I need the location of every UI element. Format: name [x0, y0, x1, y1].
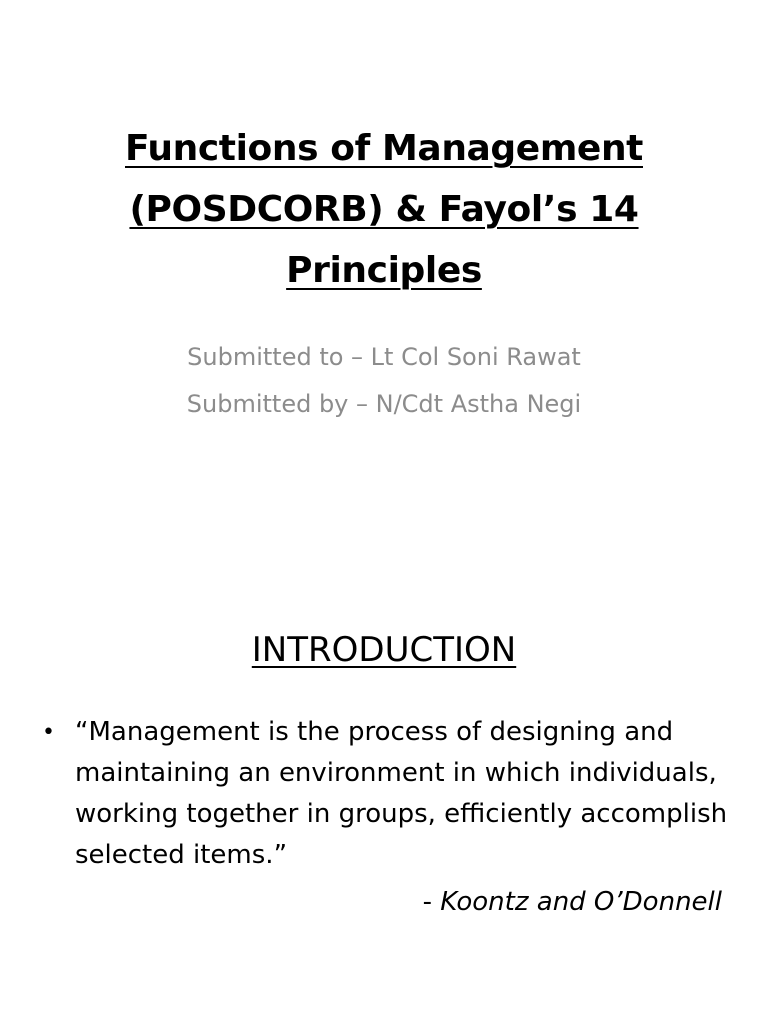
- management-quote: “Management is the process of designing and maintaining an environment in which individuals, working together in groups, efficiently accomplish selected items.”: [75, 717, 728, 870]
- quote-attribution: [423, 882, 722, 923]
- attribution-prefix: -: [422, 887, 441, 917]
- submitted-to: Submitted to – Lt Col Soni Rawat: [187, 343, 581, 371]
- bullet-icon: •: [42, 720, 55, 745]
- title-line-3: Principles: [286, 250, 482, 291]
- slide-title: [40, 118, 728, 301]
- slide-subtitle: [40, 334, 728, 428]
- title-line-1: Functions of Management: [125, 128, 643, 169]
- introduction-slide: [0, 580, 768, 1024]
- title-line-2: (POSDCORB) & Fayol’s 14: [129, 189, 639, 230]
- introduction-heading: [40, 626, 728, 674]
- submitted-by: Submitted by – N/Cdt Astha Negi: [186, 390, 582, 418]
- bullet-list: [40, 712, 730, 876]
- attribution-author: Koontz and O’Donnell: [440, 887, 722, 917]
- list-item: [40, 712, 730, 876]
- introduction-heading-text: INTRODUCTION: [251, 630, 517, 670]
